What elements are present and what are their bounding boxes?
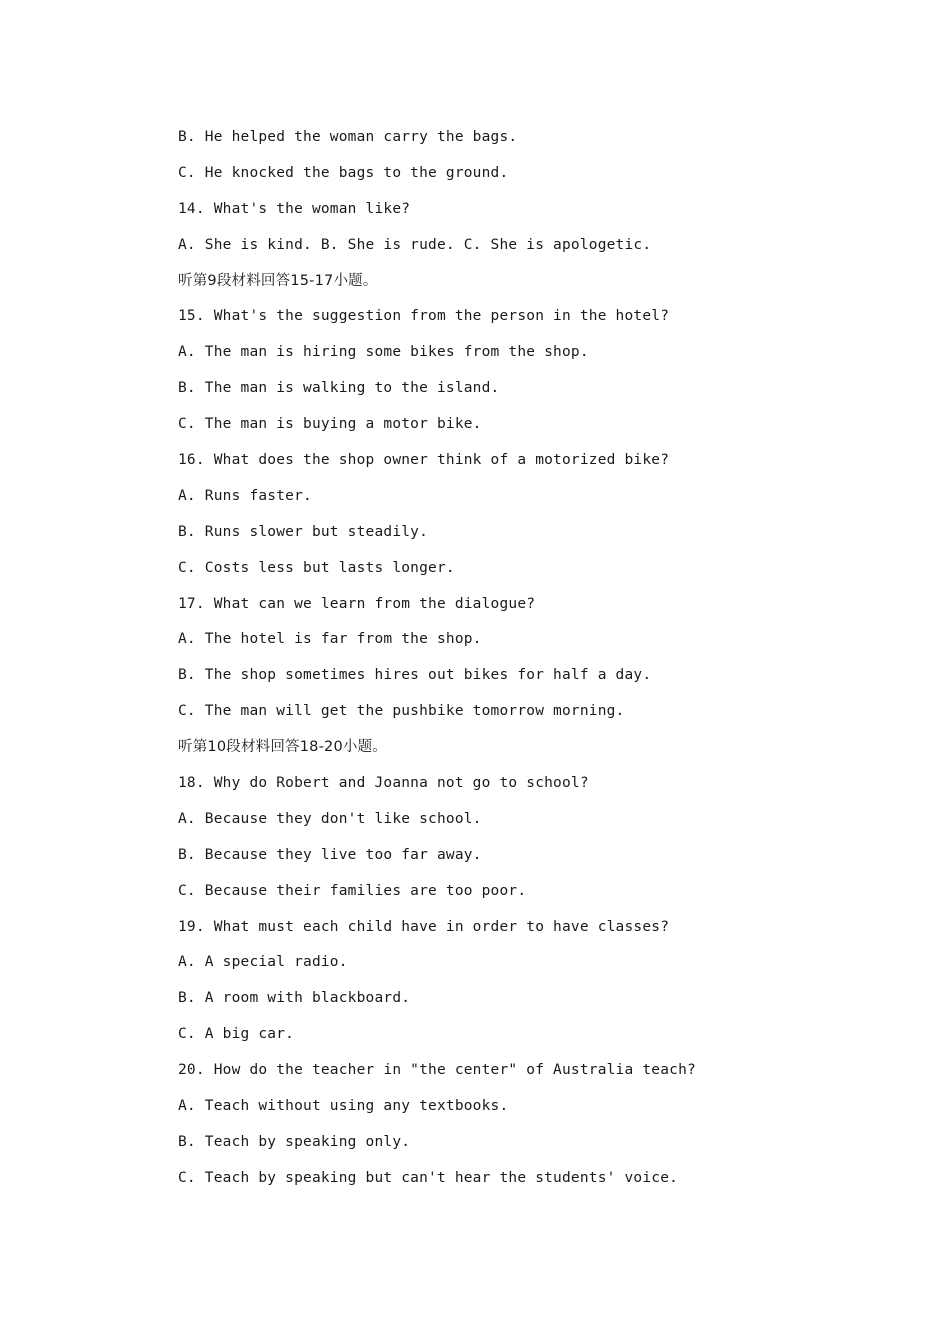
question-18: 18. Why do Robert and Joanna not go to school? [178, 775, 589, 792]
option-19-c: C. A big car. [178, 1026, 295, 1043]
option-18-b: B. Because they live too far away. [178, 846, 482, 863]
option-15-a: A. The man is hiring some bikes from the shop. [178, 344, 589, 361]
option-18-c: C. Because their families are too poor. [178, 882, 527, 899]
option-17-a: A. The hotel is far from the shop. [178, 631, 482, 648]
option-20-b: B. Teach by speaking only. [178, 1133, 411, 1150]
question-19: 19. What must each child have in order to have classes? [178, 918, 670, 935]
option-17-b: B. The shop sometimes hires out bikes for half a day. [178, 667, 652, 684]
option-19-a: A. A special radio. [178, 954, 348, 971]
section-heading-9: 听第9段材料回答15-17小题。 [178, 272, 378, 289]
question-15: 15. What's the suggestion from the person in the hotel? [178, 308, 670, 325]
question-17: 17. What can we learn from the dialogue? [178, 595, 536, 612]
option-16-c: C. Costs less but lasts longer. [178, 559, 455, 576]
option-18-a: A. Because they don't like school. [178, 810, 482, 827]
option-20-a: A. Teach without using any textbooks. [178, 1098, 509, 1115]
option-15-c: C. The man is buying a motor bike. [178, 416, 482, 433]
option-15-b: B. The man is walking to the island. [178, 380, 500, 397]
section-heading-10: 听第10段材料回答18-20小题。 [178, 739, 387, 756]
option-13-b: B. He helped the woman carry the bags. [178, 129, 518, 145]
options-14: A. She is kind. B. She is rude. C. She is apologetic. [178, 236, 652, 253]
exam-content [178, 125, 878, 1202]
question-14: 14. What's the woman like? [178, 200, 411, 217]
option-16-b: B. Runs slower but steadily. [178, 523, 429, 540]
option-13-c: C. He knocked the bags to the ground. [178, 164, 509, 181]
question-20: 20. How do the teacher in "the center" of Australia teach? [178, 1062, 696, 1079]
option-20-c: C. Teach by speaking but can't hear the students' voice. [178, 1169, 679, 1186]
question-16: 16. What does the shop owner think of a motorized bike? [178, 452, 670, 469]
option-17-c: C. The man will get the pushbike tomorrow morning. [178, 703, 625, 720]
option-16-a: A. Runs faster. [178, 487, 312, 504]
option-19-b: B. A room with blackboard. [178, 990, 411, 1007]
